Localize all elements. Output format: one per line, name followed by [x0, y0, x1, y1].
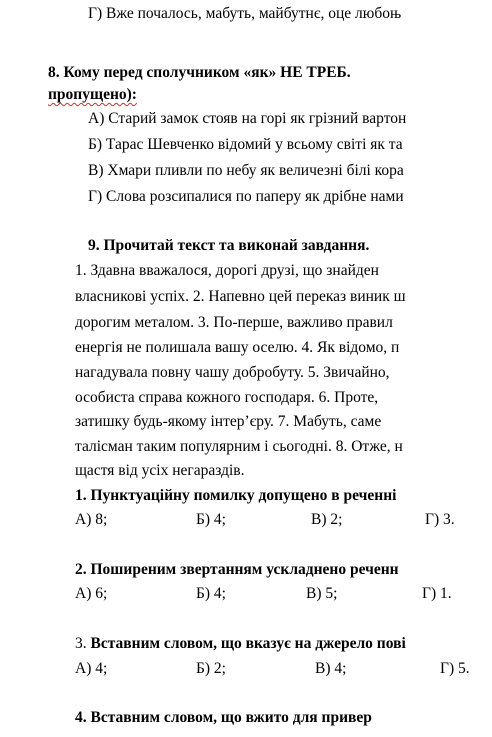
- subquestion-2-option-c: В) 5;: [306, 585, 338, 602]
- subquestion-3-option-a: А) 4;: [75, 660, 108, 677]
- subquestion-2-option-d: Г) 1.: [422, 585, 452, 602]
- q8-option-d: Г) Слова розсипалися по паперу як дрібне нами: [88, 188, 404, 205]
- subquestion-4: 4. Вставним словом, що вжито для привер: [75, 709, 372, 726]
- subquestion-1-option-b: Б) 4;: [196, 511, 226, 528]
- q8-option-b: Б) Тарас Шевченко відомий у всьому світі як та: [88, 136, 403, 153]
- task9-text-line: особиста справа кожного господаря. 6. Проте,: [75, 389, 379, 406]
- q8-title-cont-text: пропущено):: [48, 86, 137, 103]
- subquestion-1: 1. Пунктуаційну помилку допущено в реченні: [75, 487, 397, 504]
- subquestion-1-option-a: А) 8;: [75, 511, 108, 528]
- subquestion-1-option-c: В) 2;: [311, 511, 343, 528]
- task9-text-line: талісман таким популярним і сьогодні. 8. Отже, н: [75, 438, 403, 455]
- subquestion-2-option-a: А) 6;: [75, 585, 108, 602]
- task9-text-line: дорогим металом. 3. По-перше, важливо правил: [75, 314, 393, 331]
- q8-option-a: А) Старий замок стояв на горі як грізний вартон: [88, 110, 407, 127]
- task9-text-line: 1. Здавна вважалося, дорогі друзі, що знайден: [75, 262, 379, 279]
- q8-option-c: В) Хмари пливли по небу як величезні білі кора: [88, 162, 404, 179]
- subquestion-3-option-b: Б) 2;: [196, 660, 226, 677]
- q8-title-cont: [48, 85, 137, 105]
- subquestion-3: [75, 634, 406, 654]
- task9-text-line: нагадувала повну чашу добробуту. 5. Звичайно,: [75, 364, 390, 381]
- subquestion-1-option-d: Г) 3.: [425, 511, 455, 528]
- subquestion-3-option-c: В) 4;: [315, 660, 347, 677]
- prev-question-option-g: Г) Вже почалось, мабуть, майбутнє, оце любоњ: [88, 5, 402, 22]
- subquestion-3-option-d: Г) 5.: [440, 660, 470, 677]
- subquestion-2: 2. Поширеним звертанням ускладнено реченн: [75, 561, 399, 578]
- task9-text-line: щастя від усіх негараздів.: [75, 462, 245, 479]
- subquestion-3-text: Вставним словом, що вказує на джерело пові: [90, 635, 406, 652]
- task9-title: 9. Прочитай текст та виконай завдання.: [88, 237, 370, 254]
- task9-text-line: затишку будь-якому інтер’єру. 7. Мабуть, саме: [75, 413, 382, 430]
- subquestion-2-option-b: Б) 4;: [196, 585, 226, 602]
- task9-text-line: власникові успіх. 2. Напевно цей переказ виник ш: [75, 288, 406, 305]
- subquestion-3-number: 3.: [75, 635, 87, 652]
- q8-title: 8. Кому перед сполучником «як» НЕ ТРЕБ.: [48, 64, 351, 81]
- task9-text-line: енергія не полишала вашу оселю. 4. Як відомо, п: [75, 339, 400, 356]
